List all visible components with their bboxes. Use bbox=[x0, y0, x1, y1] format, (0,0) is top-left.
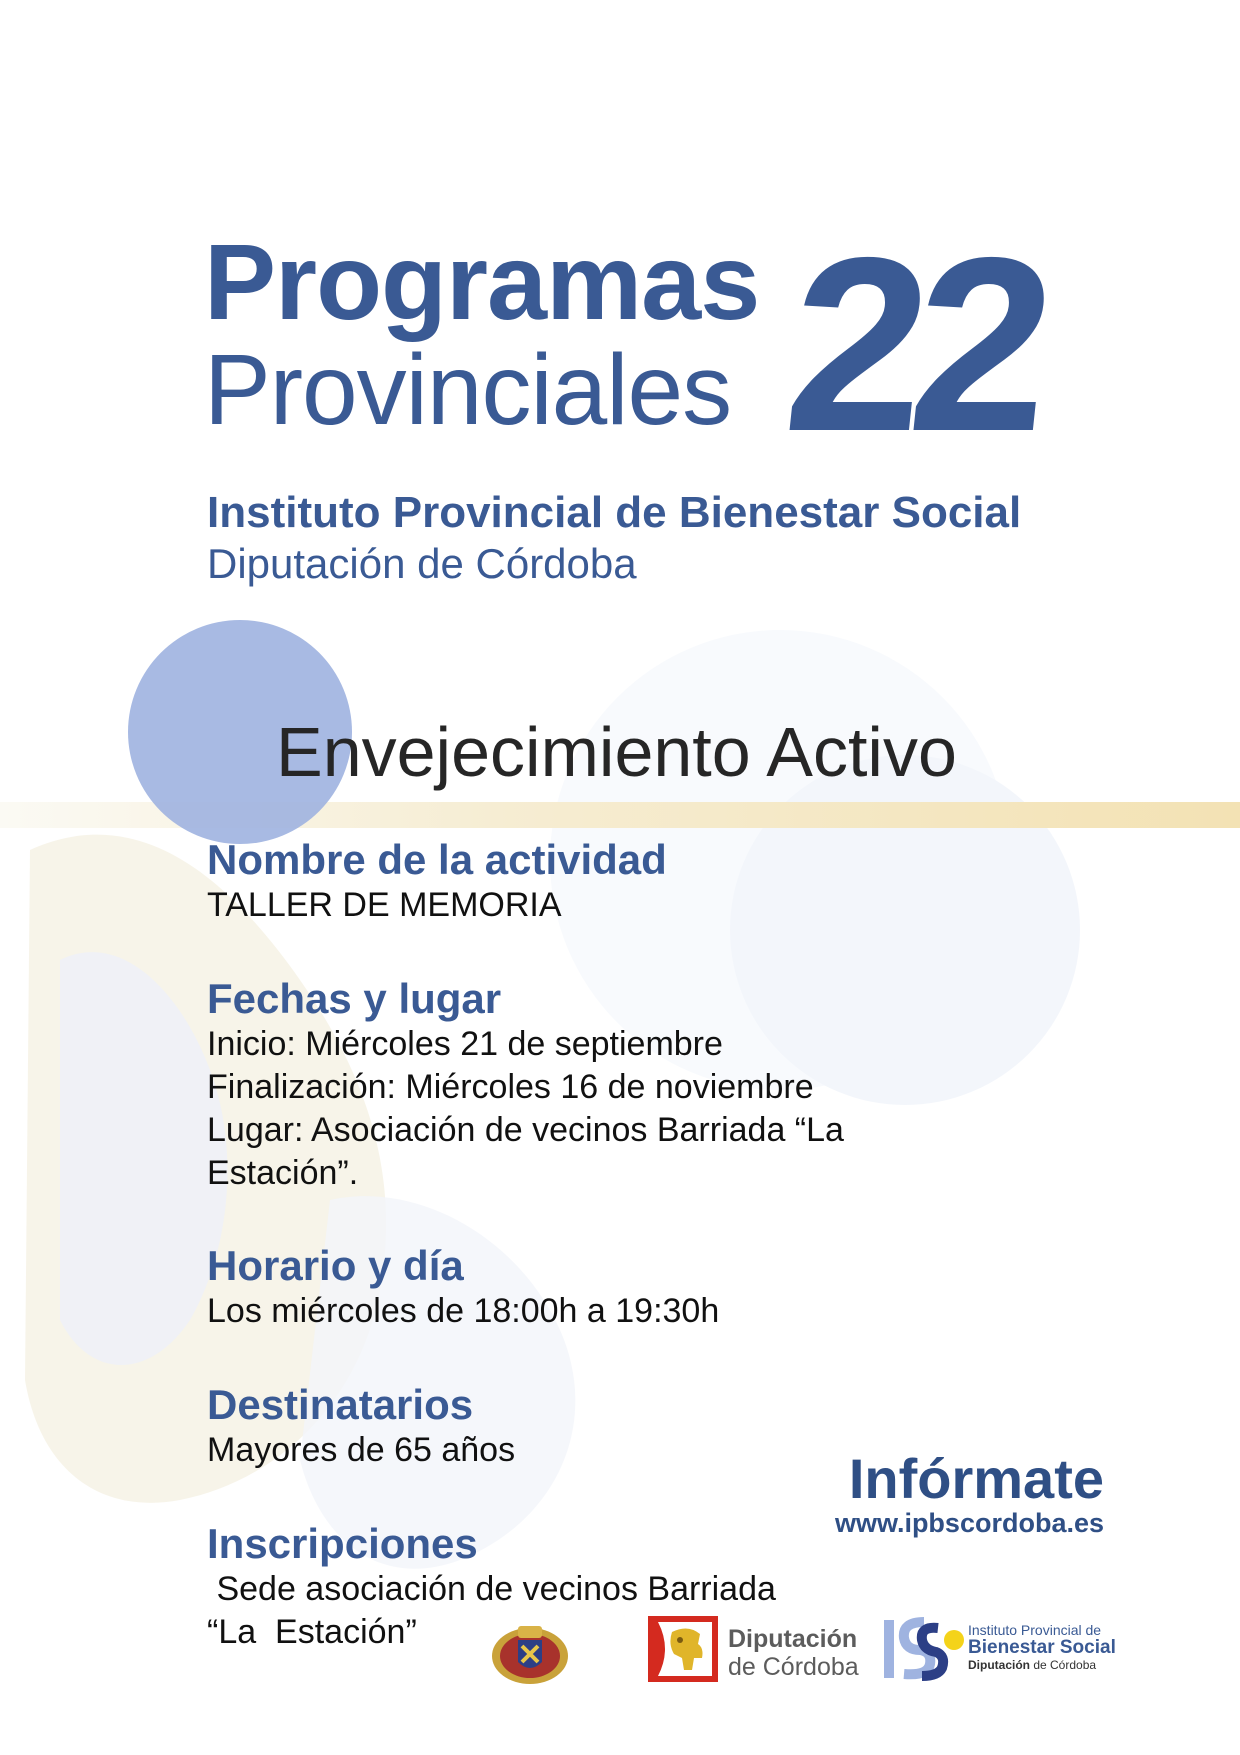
program-name: Envejecimiento Activo bbox=[276, 713, 957, 791]
organization-name: Diputación de Córdoba bbox=[207, 540, 637, 587]
section-text: TALLER DE MEMORIA bbox=[207, 886, 562, 924]
diputacion-cordoba-logo bbox=[648, 1614, 722, 1684]
section-schedule bbox=[207, 1242, 719, 1333]
ipbs-logo-line-1: Instituto Provincial de bbox=[968, 1622, 1102, 1638]
section-audience bbox=[207, 1381, 515, 1472]
ipbs-logo-line-3 bbox=[968, 1658, 1116, 1673]
section-heading: Fechas y lugar bbox=[207, 975, 502, 1022]
section-text: Mayores de 65 años bbox=[207, 1431, 516, 1469]
diputacion-logo-line-2: de Córdoba bbox=[728, 1653, 859, 1681]
section-heading: Destinatarios bbox=[207, 1381, 474, 1428]
registration-line-2: “La Estación” bbox=[207, 1613, 417, 1651]
section-text: Los miércoles de 18:00h a 19:30h bbox=[207, 1292, 720, 1330]
ipbs-logo bbox=[880, 1614, 966, 1682]
registration-line-1: Sede asociación de vecinos Barriada bbox=[207, 1570, 776, 1608]
informate-label: Infórmate bbox=[848, 1447, 1104, 1510]
ipbs-logo-line-3-rest: de Córdoba bbox=[1030, 1658, 1097, 1672]
start-date: Inicio: Miércoles 21 de septiembre bbox=[207, 1025, 723, 1063]
ipbs-logo-line-3-bold: Diputación bbox=[968, 1658, 1030, 1672]
section-heading: Nombre de la actividad bbox=[207, 836, 667, 883]
diputacion-logo-line-1: Diputación bbox=[728, 1625, 858, 1653]
place-line-2: Estación”. bbox=[207, 1154, 359, 1192]
website-link[interactable]: www.ipbscordoba.es bbox=[834, 1508, 1104, 1538]
year-number: 22 bbox=[775, 205, 1053, 483]
title-line-2: Provinciales bbox=[204, 334, 732, 446]
ipbs-logo-line-2: Bienestar Social bbox=[968, 1637, 1116, 1658]
place-line-1: Lugar: Asociación de vecinos Barriada “La bbox=[207, 1111, 844, 1149]
section-heading: Inscripciones bbox=[207, 1520, 478, 1567]
diputacion-logo-text bbox=[728, 1625, 859, 1681]
institute-name: Instituto Provincial de Bienestar Social bbox=[207, 488, 1022, 537]
section-dates bbox=[207, 975, 844, 1195]
section-heading: Horario y día bbox=[207, 1242, 464, 1289]
end-date: Finalización: Miércoles 16 de noviembre bbox=[207, 1068, 814, 1106]
ipbs-logo-text bbox=[968, 1623, 1116, 1673]
title-line-1: Programas bbox=[204, 221, 760, 342]
section-activity bbox=[207, 836, 667, 927]
coat-of-arms-logo bbox=[488, 1618, 572, 1688]
